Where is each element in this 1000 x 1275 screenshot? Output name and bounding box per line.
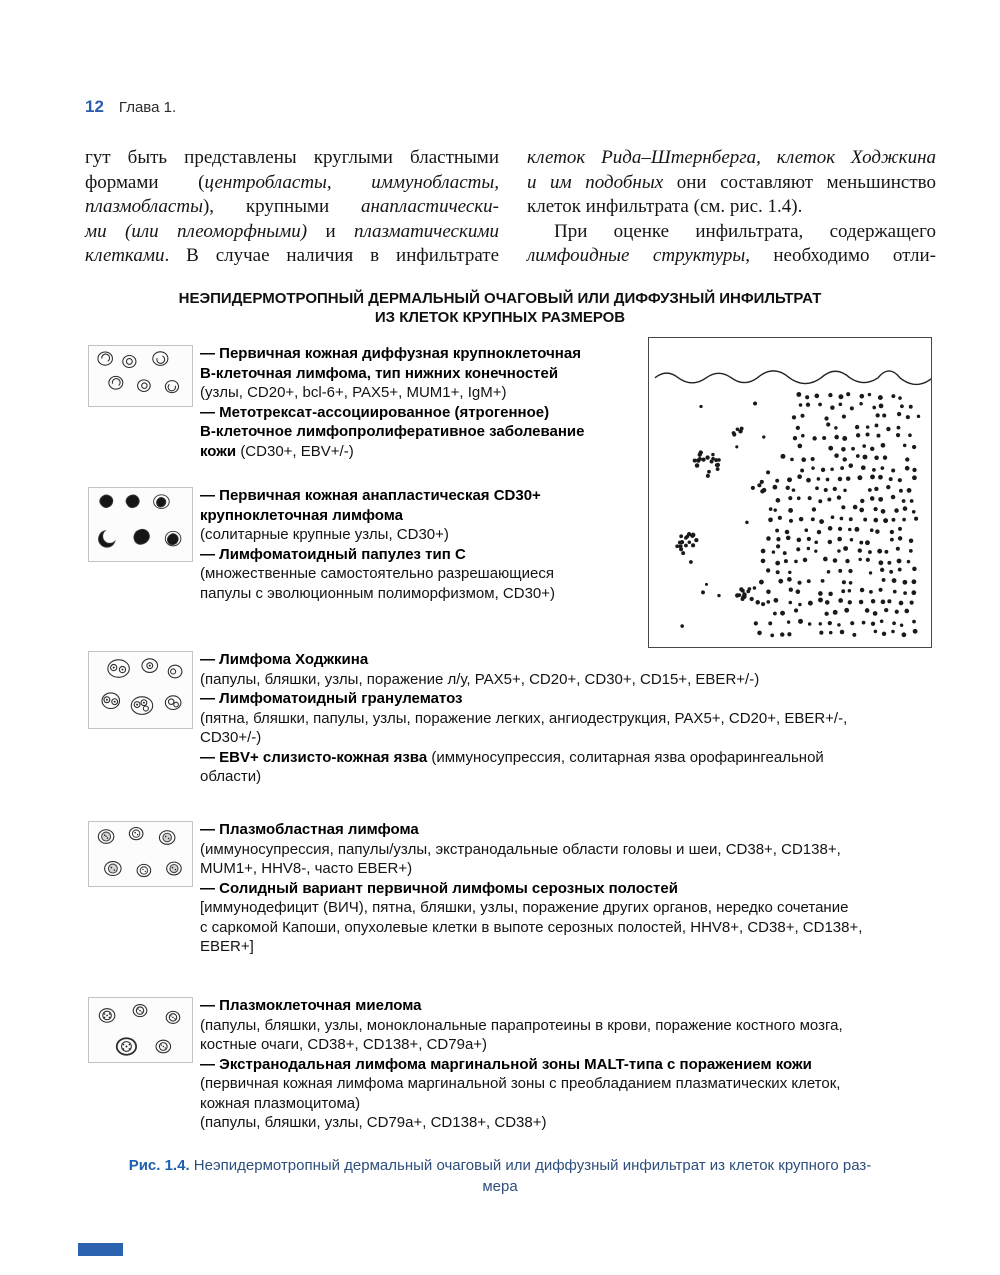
intro-paragraph-left-column — [85, 146, 499, 269]
footer-accent-bar — [78, 1243, 123, 1256]
text-line: (папулы, бляшки, узлы, поражение л/у, PAX5+, CD20+, CD30+, CD15+, EBER+/-) — [200, 670, 760, 688]
anaplastic-dark-cells-icon — [89, 488, 192, 561]
plasmablast-cells-icon — [89, 822, 192, 886]
figure-caption-text: Неэпидермотропный дермальный очаговый или диффузный инфильтрат из клеток крупного раз- — [193, 1157, 872, 1174]
text-line: — Лимфома Ходжкина — [200, 651, 369, 668]
text-line: кожи (CD30+, EBV+/-) — [200, 442, 354, 460]
intro-paragraph-right-column — [527, 146, 936, 269]
text-line: (пятна, бляшки, папулы, узлы, поражение легких, ангиодеструкция, PAX5+, CD20+, EBER+/-, — [200, 709, 848, 727]
text-line: (папулы, бляшки, узлы, CD79a+, CD138+, CD38+) — [200, 1114, 547, 1131]
text-line: — Лимфоматоидный папулез тип C — [200, 545, 466, 563]
text-line: (узлы, CD20+, bcl-6+, PAX5+, MUM1+, IgM+) — [200, 384, 507, 401]
text-line: — Плазмоклеточная миелома — [200, 997, 422, 1014]
skin-infiltrate-diagram — [648, 337, 932, 648]
text-line: гут быть представлены круглыми бластными — [85, 147, 499, 168]
figure-caption — [85, 1155, 915, 1197]
text-line: плазмобласты), крупными анапластически- — [85, 196, 499, 217]
plasma-cells-icon — [89, 998, 192, 1062]
figure-caption-label: Рис. 1.4. — [128, 1157, 190, 1174]
figure-title-line-1: НЕЭПИДЕРМОТРОПНЫЙ ДЕРМАЛЬНЫЙ ОЧАГОВЫЙ ИЛИ ДИФФУЗНЫЙ ИНФИЛЬТРАТ — [178, 290, 822, 307]
text-line: (множественные самостоятельно разрешающиеся — [200, 565, 554, 582]
text-line: крупноклеточная лимфома — [200, 506, 404, 524]
text-line: — Первичная кожная диффузная крупноклеточная — [200, 345, 581, 362]
text-line: области) — [200, 768, 262, 785]
skin-infiltrate-diagram-drawing — [649, 338, 931, 647]
large-blast-cells-icon — [89, 346, 192, 406]
text-line: — Плазмобластная лимфома — [200, 821, 419, 838]
text-line: В-клеточное лимфопролиферативное заболевание — [200, 423, 585, 440]
text-line: CD30+/-) — [200, 729, 262, 746]
text-line: клеток инфильтрата (см. рис. 1.4). — [527, 196, 803, 217]
figure-caption-line-1 — [85, 1155, 915, 1176]
figure-section-3-text — [200, 650, 915, 787]
text-line: — EBV+ слизисто-кожная язва (иммуносупрессия, солитарная язва орофарингеальной — [200, 748, 824, 766]
figure-title-line-2: ИЗ КЛЕТОК КРУПНЫХ РАЗМЕРОВ — [374, 309, 626, 326]
text-line: и им подобных они составляют меньшинство — [527, 171, 936, 193]
text-line: кожная плазмоцитома) — [200, 1094, 361, 1112]
figure-section-1-text — [200, 344, 650, 461]
figure-section-2-text — [200, 486, 650, 603]
text-line: ми (или плеоморфными) и плазматическими — [85, 220, 499, 242]
figure-title — [50, 289, 950, 327]
text-line: лимфоидные структуры, необходимо отли- — [527, 245, 936, 266]
chapter-label: Глава 1. — [118, 99, 177, 116]
text-line: — Лимфоматоидный гранулематоз — [200, 690, 463, 707]
text-line: В-клеточная лимфома, тип нижних конечностей — [200, 364, 559, 382]
blast-cells-illustration-box — [88, 345, 193, 407]
text-line: MUM1+, HHV8-, часто EBER+) — [200, 860, 413, 877]
text-line: (иммуносупрессия, папулы/узлы, экстранодальные области головы и шеи, CD38+, CD138+, — [200, 840, 841, 858]
text-line: клетками. В случае наличия в инфильтрате — [85, 245, 499, 266]
text-line: с саркомой Капоши, опухолевые клетки в выпоте серозных полостей, HHV8+, CD38+, CD138+, — [200, 918, 863, 936]
figure-section-5-text — [200, 996, 915, 1133]
anaplastic-cells-illustration-box — [88, 487, 193, 562]
text-line: — Экстранодальная лимфома маргинальной зоны MALT-типа с поражением кожи — [200, 1055, 812, 1073]
hodgkin-multinucleated-cells-icon — [89, 652, 192, 728]
text-line: (солитарные крупные узлы, CD30+) — [200, 526, 449, 543]
text-line: клеток Рида–Штернберга, клеток Ходжкина — [527, 147, 936, 168]
hodgkin-cells-illustration-box — [88, 651, 193, 729]
figure-section-4-text — [200, 820, 915, 957]
figure-caption-line-2: мера — [482, 1178, 518, 1195]
text-line: EBER+] — [200, 938, 254, 955]
page-header — [85, 97, 176, 117]
text-line: При оценке инфильтрата, содержащего — [554, 220, 936, 242]
text-line: — Солидный вариант первичной лимфомы серозных полостей — [200, 879, 678, 897]
plasmablast-cells-illustration-box — [88, 821, 193, 887]
text-line: — Метотрексат-ассоциированное (ятрогенное) — [200, 403, 550, 421]
text-line: формами (центробласты, иммунобласты, — [85, 171, 499, 193]
plasma-cells-illustration-box — [88, 997, 193, 1063]
text-line: — Первичная кожная анапластическая CD30+ — [200, 487, 541, 504]
text-line: костные очаги, CD38+, CD138+, CD79a+) — [200, 1036, 488, 1053]
text-line: папулы с эволюционным полиморфизмом, CD30+) — [200, 584, 556, 602]
text-line: [иммунодефицит (ВИЧ), пятна, бляшки, узлы, поражение других органов, нередко сочетание — [200, 899, 849, 916]
page-number: 12 — [85, 97, 104, 116]
text-line: (первичная кожная лимфома маргинальной зоны с преобладанием плазматических клеток, — [200, 1075, 841, 1092]
text-line: (папулы, бляшки, узлы, моноклональные парапротеины в крови, поражение костного мозга, — [200, 1016, 843, 1034]
